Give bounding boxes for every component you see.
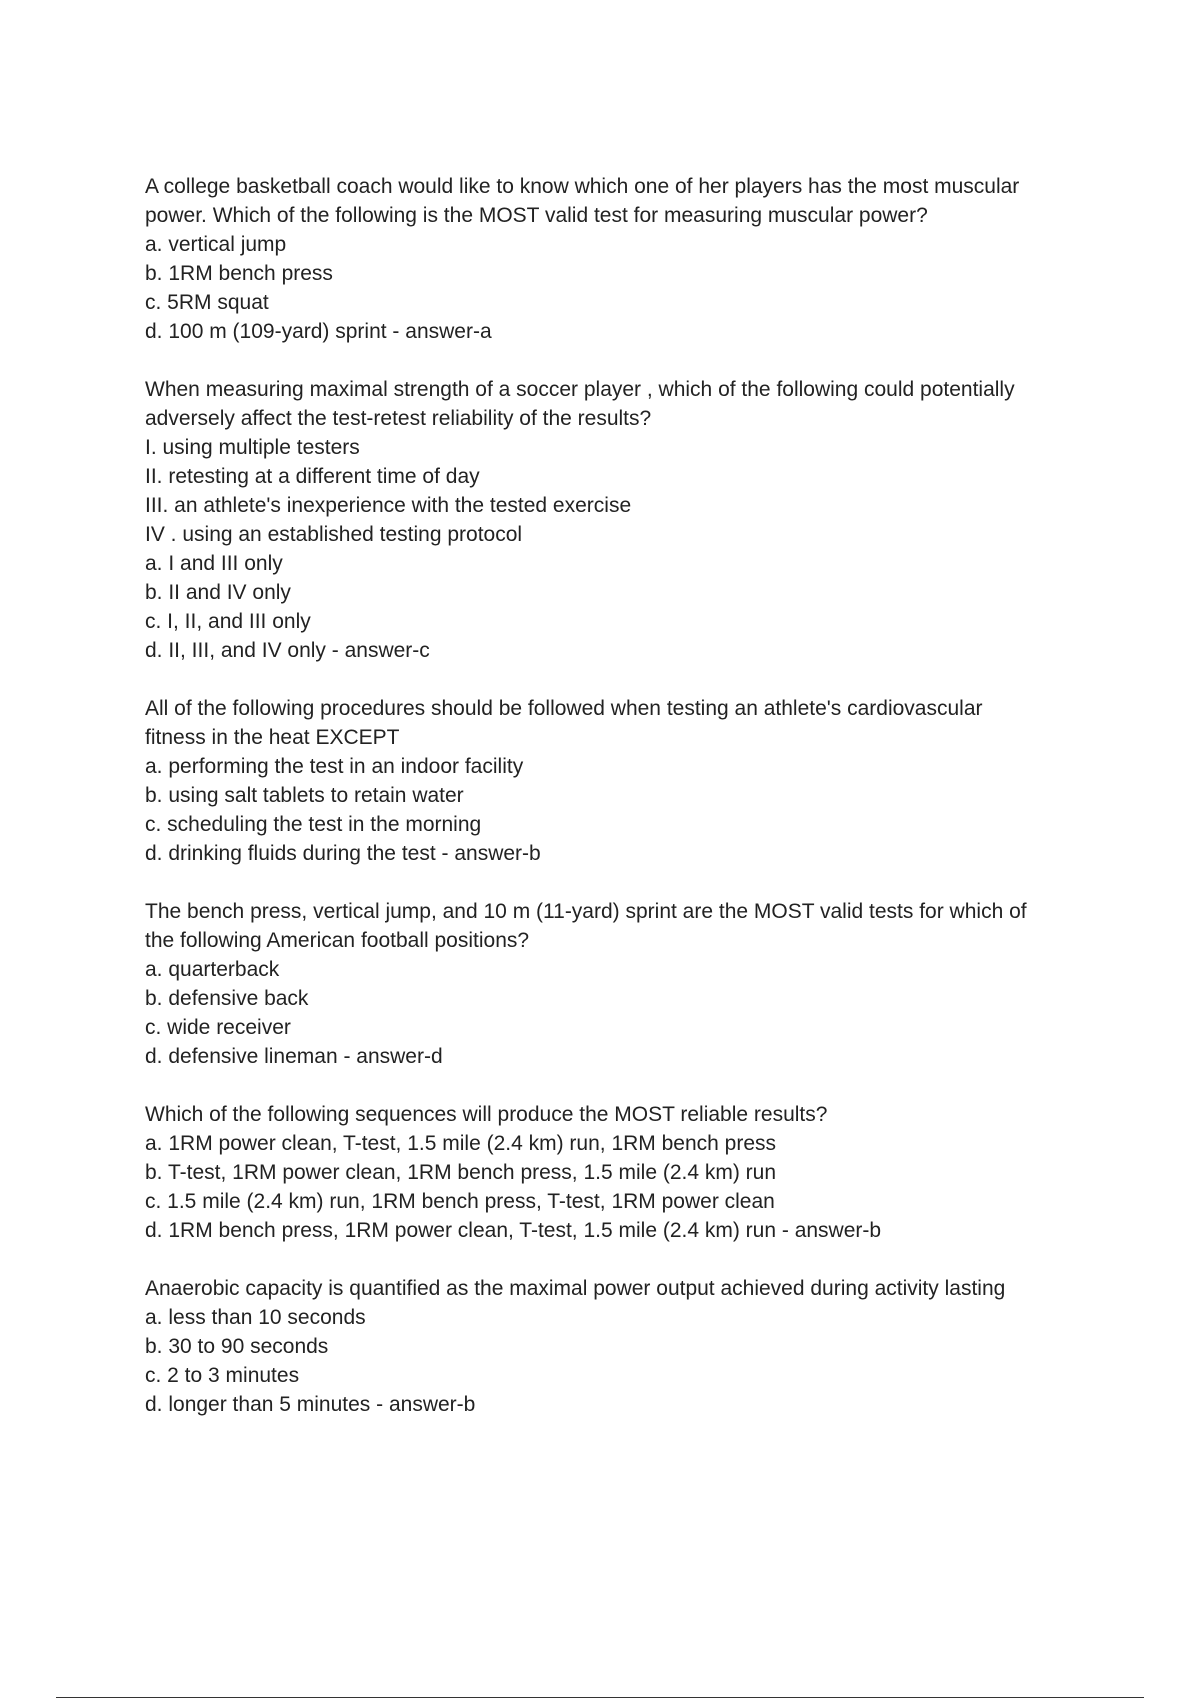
answer-option: c. I, II, and III only (145, 610, 311, 633)
answer-option: b. II and IV only (145, 581, 291, 604)
statement-item: III. an athlete's inexperience with the tested exercise (145, 494, 632, 517)
question-block (145, 172, 1085, 346)
answer-option: c. wide receiver (145, 1016, 291, 1039)
question-text: adversely affect the test-retest reliability of the results? (145, 407, 652, 430)
question-block (145, 1100, 1085, 1245)
answer-option: a. 1RM power clean, T-test, 1.5 mile (2.4 km) run, 1RM bench press (145, 1132, 777, 1155)
answer-option: d. drinking fluids during the test - answer-b (145, 842, 541, 865)
answer-option: d. 100 m (109-yard) sprint - answer-a (145, 320, 492, 343)
question-text: power. Which of the following is the MOST valid test for measuring muscular power? (145, 204, 928, 227)
statement-item: IV . using an established testing protocol (145, 523, 523, 546)
answer-option: d. longer than 5 minutes - answer-b (145, 1393, 476, 1416)
answer-option: a. performing the test in an indoor facility (145, 755, 524, 778)
question-text: Anaerobic capacity is quantified as the maximal power output achieved during activity lasting (145, 1277, 1006, 1300)
question-block (145, 375, 1085, 665)
question-text: fitness in the heat EXCEPT (145, 726, 400, 749)
question-block (145, 1274, 1085, 1419)
answer-option: d. II, III, and IV only - answer-c (145, 639, 430, 662)
answer-option: c. 2 to 3 minutes (145, 1364, 300, 1387)
answer-option: b. 30 to 90 seconds (145, 1335, 329, 1358)
answer-option: a. I and III only (145, 552, 283, 575)
answer-option: a. vertical jump (145, 233, 287, 256)
question-text: When measuring maximal strength of a soccer player , which of the following could potentially (145, 378, 1015, 401)
statement-item: II. retesting at a different time of day (145, 465, 480, 488)
question-text: the following American football positions? (145, 929, 530, 952)
answer-option: a. less than 10 seconds (145, 1306, 366, 1329)
question-block (145, 897, 1085, 1071)
answer-option: b. T-test, 1RM power clean, 1RM bench press, 1.5 mile (2.4 km) run (145, 1161, 777, 1184)
answer-option: c. 5RM squat (145, 291, 269, 314)
answer-option: d. 1RM bench press, 1RM power clean, T-test, 1.5 mile (2.4 km) run - answer-b (145, 1219, 882, 1242)
statement-item: I. using multiple testers (145, 436, 360, 459)
question-list (145, 172, 1085, 1448)
question-text: All of the following procedures should be followed when testing an athlete's cardiovascular (145, 697, 983, 720)
question-block (145, 694, 1085, 868)
answer-option: b. 1RM bench press (145, 262, 333, 285)
answer-option: b. defensive back (145, 987, 309, 1010)
answer-option: b. using salt tablets to retain water (145, 784, 464, 807)
answer-option: a. quarterback (145, 958, 280, 981)
footer-divider (56, 1697, 1144, 1698)
question-text: A college basketball coach would like to know which one of her players has the most muscular (145, 175, 1020, 198)
answer-option: c. 1.5 mile (2.4 km) run, 1RM bench press, T-test, 1RM power clean (145, 1190, 775, 1213)
question-text: The bench press, vertical jump, and 10 m (11-yard) sprint are the MOST valid tests for which of (145, 900, 1027, 923)
answer-option: c. scheduling the test in the morning (145, 813, 482, 836)
answer-option: d. defensive lineman - answer-d (145, 1045, 443, 1068)
question-text: Which of the following sequences will produce the MOST reliable results? (145, 1103, 828, 1126)
